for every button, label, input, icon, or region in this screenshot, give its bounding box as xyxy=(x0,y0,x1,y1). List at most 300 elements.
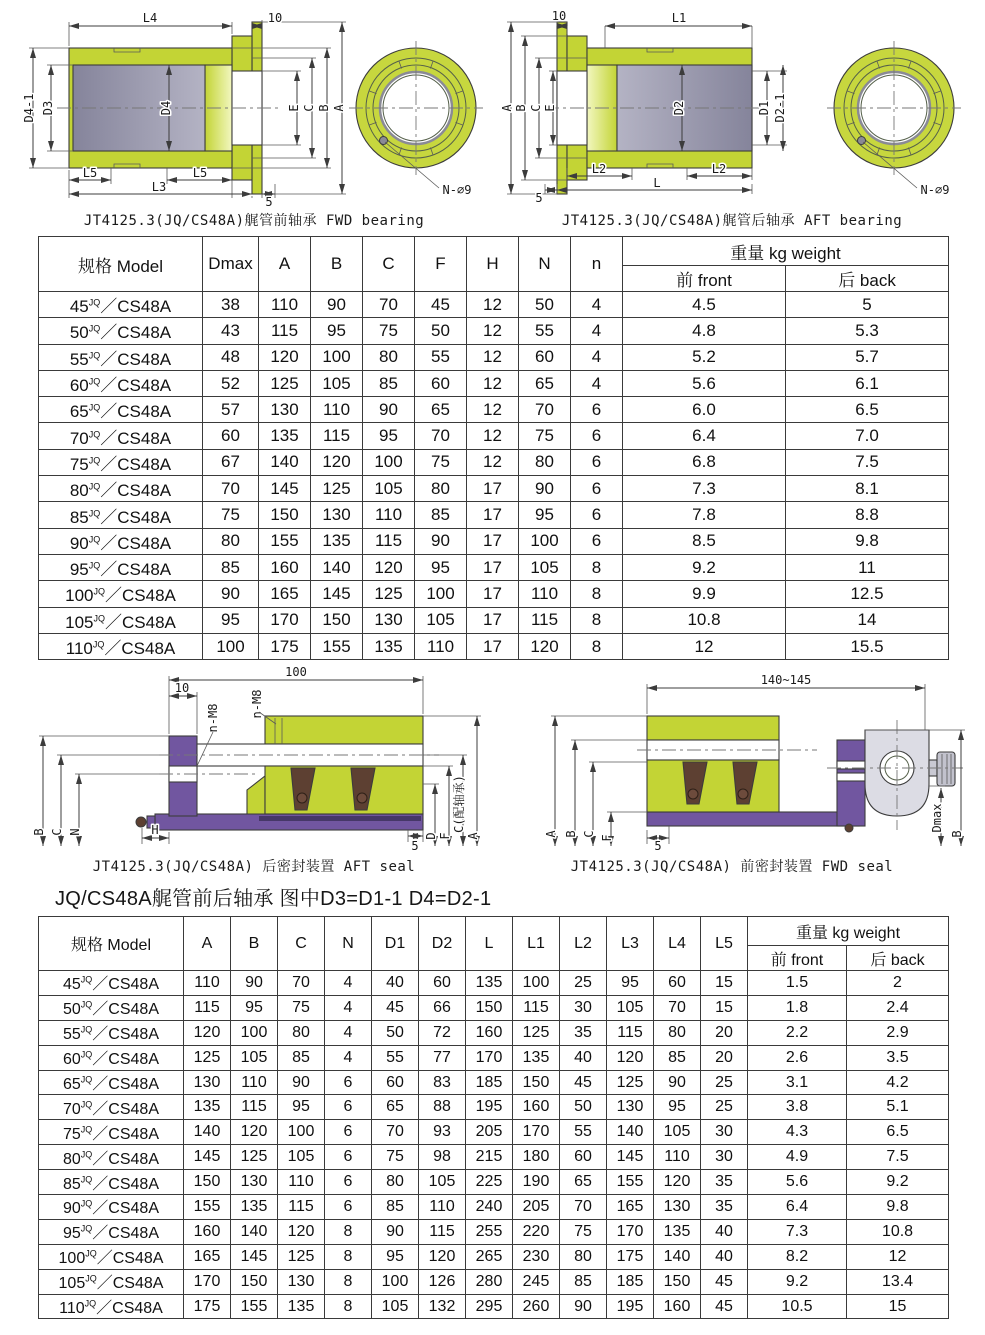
value-cell: 240 xyxy=(466,1195,513,1220)
value-cell: 140 xyxy=(259,449,311,475)
table-row xyxy=(39,476,949,502)
value-cell: 35 xyxy=(701,1195,748,1220)
model-cell: $55^{JQ}/CS48A$ xyxy=(39,1020,184,1045)
value-cell: 130 xyxy=(278,1269,325,1294)
table-row xyxy=(39,449,949,475)
table-row xyxy=(39,554,949,580)
value-cell: 17 xyxy=(467,554,519,580)
dim-label-l2a: L2 xyxy=(591,162,607,176)
dim-label-l4: L4 xyxy=(142,11,158,25)
value-cell: 130 xyxy=(184,1070,231,1095)
value-cell: 65 xyxy=(519,370,571,396)
dim-label-c: C xyxy=(529,104,543,112)
back-weight-cell: 9.8 xyxy=(786,528,949,554)
model-cell: $85^{JQ}/CS48A$ xyxy=(39,502,203,528)
value-cell: 125 xyxy=(259,370,311,396)
table-row xyxy=(39,1045,949,1070)
value-cell: 50 xyxy=(560,1095,607,1120)
dim-label-5: 5 xyxy=(265,195,273,208)
value-cell: 120 xyxy=(231,1120,278,1145)
value-cell: 105 xyxy=(607,995,654,1020)
value-cell: 110 xyxy=(415,633,467,659)
value-cell: 6 xyxy=(571,423,623,449)
value-cell: 80 xyxy=(278,1020,325,1045)
value-cell: 115 xyxy=(419,1219,466,1244)
dim-label-b2: B xyxy=(950,830,964,838)
value-cell: 130 xyxy=(259,397,311,423)
bolt-hole-label: N-∅9 xyxy=(442,183,472,197)
value-cell: 90 xyxy=(654,1070,701,1095)
dim-label-100: 100 xyxy=(285,666,307,679)
value-cell: 80 xyxy=(415,476,467,502)
hose-block xyxy=(837,740,865,826)
value-cell: 70 xyxy=(363,292,415,318)
base-plate xyxy=(647,812,859,826)
front-weight-cell: 8.5 xyxy=(623,528,786,554)
value-cell: 6 xyxy=(571,476,623,502)
back-weight-cell: 7.5 xyxy=(847,1145,949,1170)
value-cell: 80 xyxy=(203,528,259,554)
column-header: L2 xyxy=(560,917,607,971)
value-cell: 6 xyxy=(571,397,623,423)
value-cell: 93 xyxy=(419,1120,466,1145)
front-weight-cell: 6.0 xyxy=(623,397,786,423)
dim-label-c: C xyxy=(302,104,316,112)
value-cell: 225 xyxy=(466,1170,513,1195)
dim-label-5: 5 xyxy=(535,191,543,205)
value-cell: 12 xyxy=(467,318,519,344)
model-cell: $95^{JQ}/CS48A$ xyxy=(39,554,203,580)
value-cell: 75 xyxy=(519,423,571,449)
back-weight-cell: 7.5 xyxy=(786,449,949,475)
dim-label-10: 10 xyxy=(174,681,190,695)
value-cell: 125 xyxy=(513,1020,560,1045)
table-row xyxy=(39,1120,949,1145)
value-cell: 245 xyxy=(513,1269,560,1294)
dim-label-e: E xyxy=(287,104,301,112)
dim-label-l: L xyxy=(653,176,661,190)
dim-label-range: 140~145 xyxy=(760,673,812,687)
table-row xyxy=(39,1170,949,1195)
value-cell: 77 xyxy=(419,1045,466,1070)
model-cell: $75^{JQ}/CS48A$ xyxy=(39,1120,184,1145)
value-cell: 75 xyxy=(372,1145,419,1170)
dim-label-b: B xyxy=(317,104,331,112)
value-cell: 8 xyxy=(571,633,623,659)
value-cell: 160 xyxy=(513,1095,560,1120)
value-cell: 25 xyxy=(560,971,607,996)
back-weight-cell: 3.5 xyxy=(847,1045,949,1070)
value-cell: 95 xyxy=(311,318,363,344)
value-cell: 105 xyxy=(419,1170,466,1195)
column-header: L3 xyxy=(607,917,654,971)
value-cell: 132 xyxy=(419,1294,466,1319)
value-cell: 105 xyxy=(278,1145,325,1170)
value-cell: 125 xyxy=(607,1070,654,1095)
value-cell: 95 xyxy=(607,971,654,996)
value-cell: 55 xyxy=(372,1045,419,1070)
value-cell: 215 xyxy=(466,1145,513,1170)
back-weight-cell: 15.5 xyxy=(786,633,949,659)
value-cell: 45 xyxy=(372,995,419,1020)
value-cell: 17 xyxy=(467,633,519,659)
value-cell: 130 xyxy=(231,1170,278,1195)
value-cell: 115 xyxy=(311,423,363,449)
dim-label-5: 5 xyxy=(411,839,419,853)
value-cell: 140 xyxy=(184,1120,231,1145)
value-cell: 170 xyxy=(259,607,311,633)
value-cell: 90 xyxy=(519,476,571,502)
column-header: n xyxy=(571,237,623,292)
dim-label-5: 5 xyxy=(654,839,662,853)
dim-label-b: B xyxy=(514,104,528,112)
value-cell: 125 xyxy=(184,1045,231,1070)
value-cell: 205 xyxy=(513,1195,560,1220)
value-cell: 135 xyxy=(654,1219,701,1244)
value-cell: 8 xyxy=(325,1294,372,1319)
value-cell: 120 xyxy=(259,344,311,370)
value-cell: 85 xyxy=(203,554,259,580)
model-cell: $95^{JQ}/CS48A$ xyxy=(39,1219,184,1244)
value-cell: 65 xyxy=(372,1095,419,1120)
value-cell: 6 xyxy=(325,1195,372,1220)
value-cell: 175 xyxy=(607,1244,654,1269)
value-cell: 55 xyxy=(560,1120,607,1145)
aft-bearing-caption: JT4125.3(JQ/CS48A)艉管后轴承 AFT bearing xyxy=(561,213,903,229)
value-cell: 75 xyxy=(560,1219,607,1244)
value-cell: 30 xyxy=(560,995,607,1020)
value-cell: 165 xyxy=(259,581,311,607)
value-cell: 70 xyxy=(560,1195,607,1220)
dim-label-n: N xyxy=(68,828,82,836)
front-weight-cell: 8.2 xyxy=(748,1244,847,1269)
column-header: D2 xyxy=(419,917,466,971)
value-cell: 6 xyxy=(571,528,623,554)
value-cell: 165 xyxy=(184,1244,231,1269)
column-header: F xyxy=(415,237,467,292)
value-cell: 6 xyxy=(325,1070,372,1095)
value-cell: 4 xyxy=(325,995,372,1020)
table-row xyxy=(39,1269,949,1294)
column-header: N xyxy=(519,237,571,292)
back-weight-cell: 12.5 xyxy=(786,581,949,607)
bearing-dimensions-table xyxy=(38,236,949,660)
value-cell: 120 xyxy=(607,1045,654,1070)
dim-label-10: 10 xyxy=(551,9,567,23)
aft-seal-figure xyxy=(18,666,490,876)
model-cell: $110^{JQ}/CS48A$ xyxy=(39,633,203,659)
value-cell: 125 xyxy=(363,581,415,607)
value-cell: 60 xyxy=(560,1145,607,1170)
back-weight-cell: 9.2 xyxy=(847,1170,949,1195)
value-cell: 88 xyxy=(419,1095,466,1120)
table-row xyxy=(39,1145,949,1170)
value-cell: 60 xyxy=(419,971,466,996)
value-cell: 110 xyxy=(419,1195,466,1220)
value-cell: 260 xyxy=(513,1294,560,1319)
value-cell: 175 xyxy=(259,633,311,659)
value-cell: 105 xyxy=(519,554,571,580)
value-cell: 50 xyxy=(519,292,571,318)
back-weight-cell: 13.4 xyxy=(847,1269,949,1294)
table-row xyxy=(39,581,949,607)
model-cell: $100^{JQ}/CS48A$ xyxy=(39,1244,184,1269)
fwd-seal-section xyxy=(637,716,963,832)
front-weight-cell: 7.3 xyxy=(623,476,786,502)
dim-label-a: A xyxy=(544,830,558,838)
dim-label-d2: D2 xyxy=(672,100,686,116)
value-cell: 90 xyxy=(278,1070,325,1095)
front-weight-cell: 1.8 xyxy=(748,995,847,1020)
fwd-bearing-drawing xyxy=(18,8,490,208)
value-cell: 80 xyxy=(363,344,415,370)
value-cell: 135 xyxy=(311,528,363,554)
column-header: L1 xyxy=(513,917,560,971)
dim-label-a: A xyxy=(466,832,480,840)
value-cell: 60 xyxy=(415,370,467,396)
back-weight-cell: 6.1 xyxy=(786,370,949,396)
dim-label-b: B xyxy=(32,828,46,836)
value-cell: 72 xyxy=(419,1020,466,1045)
value-cell: 80 xyxy=(519,449,571,475)
value-cell: 90 xyxy=(231,971,278,996)
dim-label-f: F xyxy=(600,834,614,842)
front-weight-header: 前 front xyxy=(623,266,786,292)
table-row xyxy=(39,344,949,370)
fwd-seal-drawing xyxy=(496,666,968,854)
value-cell: 30 xyxy=(701,1145,748,1170)
value-cell: 230 xyxy=(513,1244,560,1269)
value-cell: 265 xyxy=(466,1244,513,1269)
value-cell: 150 xyxy=(654,1269,701,1294)
value-cell: 100 xyxy=(519,528,571,554)
value-cell: 8 xyxy=(325,1219,372,1244)
back-weight-cell: 12 xyxy=(847,1244,949,1269)
value-cell: 6 xyxy=(325,1120,372,1145)
value-cell: 60 xyxy=(654,971,701,996)
front-weight-cell: 2.6 xyxy=(748,1045,847,1070)
value-cell: 105 xyxy=(654,1120,701,1145)
value-cell: 17 xyxy=(467,528,519,554)
model-cell: $70^{JQ}/CS48A$ xyxy=(39,423,203,449)
value-cell: 150 xyxy=(184,1170,231,1195)
dim-label-c: C xyxy=(50,828,64,836)
back-weight-cell: 5.7 xyxy=(786,344,949,370)
model-column-header: 规格 Model xyxy=(39,917,184,971)
front-weight-cell: 3.1 xyxy=(748,1070,847,1095)
value-cell: 120 xyxy=(519,633,571,659)
value-cell: 20 xyxy=(701,1045,748,1070)
fwd-bearing-front-view xyxy=(349,41,483,197)
fwd-seal-figure xyxy=(496,666,968,876)
back-weight-cell: 2.4 xyxy=(847,995,949,1020)
value-cell: 105 xyxy=(231,1045,278,1070)
value-cell: 70 xyxy=(415,423,467,449)
value-cell: 95 xyxy=(415,554,467,580)
back-weight-cell: 5.3 xyxy=(786,318,949,344)
value-cell: 110 xyxy=(259,292,311,318)
model-cell: $55^{JQ}/CS48A$ xyxy=(39,344,203,370)
value-cell: 295 xyxy=(466,1294,513,1319)
value-cell: 25 xyxy=(701,1095,748,1120)
adjust-knob xyxy=(937,752,955,786)
back-weight-cell: 5 xyxy=(786,292,949,318)
value-cell: 17 xyxy=(467,607,519,633)
value-cell: 65 xyxy=(560,1170,607,1195)
value-cell: 80 xyxy=(372,1170,419,1195)
value-cell: 100 xyxy=(278,1120,325,1145)
dim-label-c-fit: C(配轴承) xyxy=(452,775,466,833)
value-cell: 135 xyxy=(278,1294,325,1319)
aft-bearing-drawing xyxy=(496,8,968,208)
value-cell: 12 xyxy=(467,397,519,423)
value-cell: 115 xyxy=(519,607,571,633)
table-row xyxy=(39,1070,949,1095)
value-cell: 45 xyxy=(560,1070,607,1095)
value-cell: 190 xyxy=(513,1170,560,1195)
value-cell: 135 xyxy=(513,1045,560,1070)
value-cell: 115 xyxy=(363,528,415,554)
dim-label-a: A xyxy=(332,104,346,112)
table-row xyxy=(39,1095,949,1120)
value-cell: 90 xyxy=(415,528,467,554)
model-cell: $75^{JQ}/CS48A$ xyxy=(39,449,203,475)
dim-label-e: E xyxy=(543,104,557,112)
value-cell: 130 xyxy=(607,1095,654,1120)
value-cell: 17 xyxy=(467,476,519,502)
fwd-bearing-caption: JT4125.3(JQ/CS48A)艉管前轴承 FWD bearing xyxy=(83,213,425,229)
gland-top xyxy=(265,716,423,744)
value-cell: 140 xyxy=(231,1219,278,1244)
back-weight-cell: 14 xyxy=(786,607,949,633)
dim-label-d1: D1 xyxy=(757,100,771,116)
value-cell: 70 xyxy=(654,995,701,1020)
column-header: L4 xyxy=(654,917,701,971)
value-cell: 130 xyxy=(654,1195,701,1220)
value-cell: 170 xyxy=(184,1269,231,1294)
dim-label-l5b: L5 xyxy=(192,166,208,180)
value-cell: 8 xyxy=(571,554,623,580)
column-header: B xyxy=(311,237,363,292)
value-cell: 12 xyxy=(467,370,519,396)
value-cell: 110 xyxy=(519,581,571,607)
model-cell: $60^{JQ}/CS48A$ xyxy=(39,370,203,396)
value-cell: 175 xyxy=(184,1294,231,1319)
value-cell: 67 xyxy=(203,449,259,475)
value-cell: 4 xyxy=(571,318,623,344)
model-cell: $50^{JQ}/CS48A$ xyxy=(39,995,184,1020)
value-cell: 95 xyxy=(203,607,259,633)
aft-seal-caption: JT4125.3(JQ/CS48A) 后密封装置 AFT seal xyxy=(92,859,416,875)
column-header: H xyxy=(467,237,519,292)
value-cell: 130 xyxy=(311,502,363,528)
dim-label-h: H xyxy=(151,823,159,837)
value-cell: 140 xyxy=(607,1120,654,1145)
value-cell: 125 xyxy=(278,1244,325,1269)
model-cell: $45^{JQ}/CS48A$ xyxy=(39,971,184,996)
front-weight-cell: 2.2 xyxy=(748,1020,847,1045)
table-row xyxy=(39,528,949,554)
value-cell: 4 xyxy=(325,1045,372,1070)
front-weight-header: 前 front xyxy=(748,946,847,971)
value-cell: 75 xyxy=(363,318,415,344)
value-cell: 100 xyxy=(311,344,363,370)
value-cell: 110 xyxy=(311,397,363,423)
value-cell: 105 xyxy=(372,1294,419,1319)
front-weight-cell: 4.9 xyxy=(748,1145,847,1170)
value-cell: 170 xyxy=(607,1219,654,1244)
value-cell: 50 xyxy=(415,318,467,344)
model-column-header: 规格 Model xyxy=(39,237,203,292)
dim-label-d4: D4 xyxy=(159,100,173,116)
value-cell: 100 xyxy=(513,971,560,996)
weight-group-header: 重量 kg weight xyxy=(623,237,949,266)
value-cell: 12 xyxy=(467,449,519,475)
column-header: D1 xyxy=(372,917,419,971)
column-header: C xyxy=(363,237,415,292)
value-cell: 125 xyxy=(311,476,363,502)
back-weight-cell: 4.2 xyxy=(847,1070,949,1095)
dim-label-l2b: L2 xyxy=(711,162,727,176)
value-cell: 185 xyxy=(607,1269,654,1294)
value-cell: 105 xyxy=(311,370,363,396)
value-cell: 12 xyxy=(467,344,519,370)
seal-drawings-row xyxy=(18,666,968,876)
value-cell: 55 xyxy=(519,318,571,344)
value-cell: 45 xyxy=(701,1269,748,1294)
value-cell: 145 xyxy=(607,1145,654,1170)
back-weight-cell: 8.8 xyxy=(786,502,949,528)
value-cell: 155 xyxy=(184,1195,231,1220)
value-cell: 57 xyxy=(203,397,259,423)
value-cell: 115 xyxy=(259,318,311,344)
value-cell: 120 xyxy=(184,1020,231,1045)
value-cell: 120 xyxy=(311,449,363,475)
value-cell: 120 xyxy=(278,1219,325,1244)
value-cell: 255 xyxy=(466,1219,513,1244)
value-cell: 40 xyxy=(560,1045,607,1070)
value-cell: 90 xyxy=(311,292,363,318)
value-cell: 8 xyxy=(325,1269,372,1294)
back-weight-cell: 7.0 xyxy=(786,423,949,449)
value-cell: 105 xyxy=(415,607,467,633)
column-header: A xyxy=(184,917,231,971)
value-cell: 60 xyxy=(519,344,571,370)
value-cell: 130 xyxy=(363,607,415,633)
table-row xyxy=(39,1219,949,1244)
value-cell: 170 xyxy=(513,1120,560,1145)
value-cell: 120 xyxy=(363,554,415,580)
bearing-seal-dimensions-table xyxy=(38,916,949,1319)
value-cell: 115 xyxy=(184,995,231,1020)
model-cell: $45^{JQ}/CS48A$ xyxy=(39,292,203,318)
value-cell: 145 xyxy=(311,581,363,607)
table-row xyxy=(39,502,949,528)
value-cell: 195 xyxy=(607,1294,654,1319)
value-cell: 140 xyxy=(311,554,363,580)
dim-label-d4-1: D4-1 xyxy=(22,93,36,123)
value-cell: 105 xyxy=(363,476,415,502)
dim-label-a: A xyxy=(500,104,514,112)
value-cell: 100 xyxy=(372,1269,419,1294)
dim-label-nm8-gland: n-M8 xyxy=(250,689,264,719)
value-cell: 135 xyxy=(466,971,513,996)
dim-label-l5a: L5 xyxy=(82,166,98,180)
front-weight-cell: 12 xyxy=(623,633,786,659)
value-cell: 70 xyxy=(278,971,325,996)
value-cell: 43 xyxy=(203,318,259,344)
value-cell: 110 xyxy=(278,1170,325,1195)
